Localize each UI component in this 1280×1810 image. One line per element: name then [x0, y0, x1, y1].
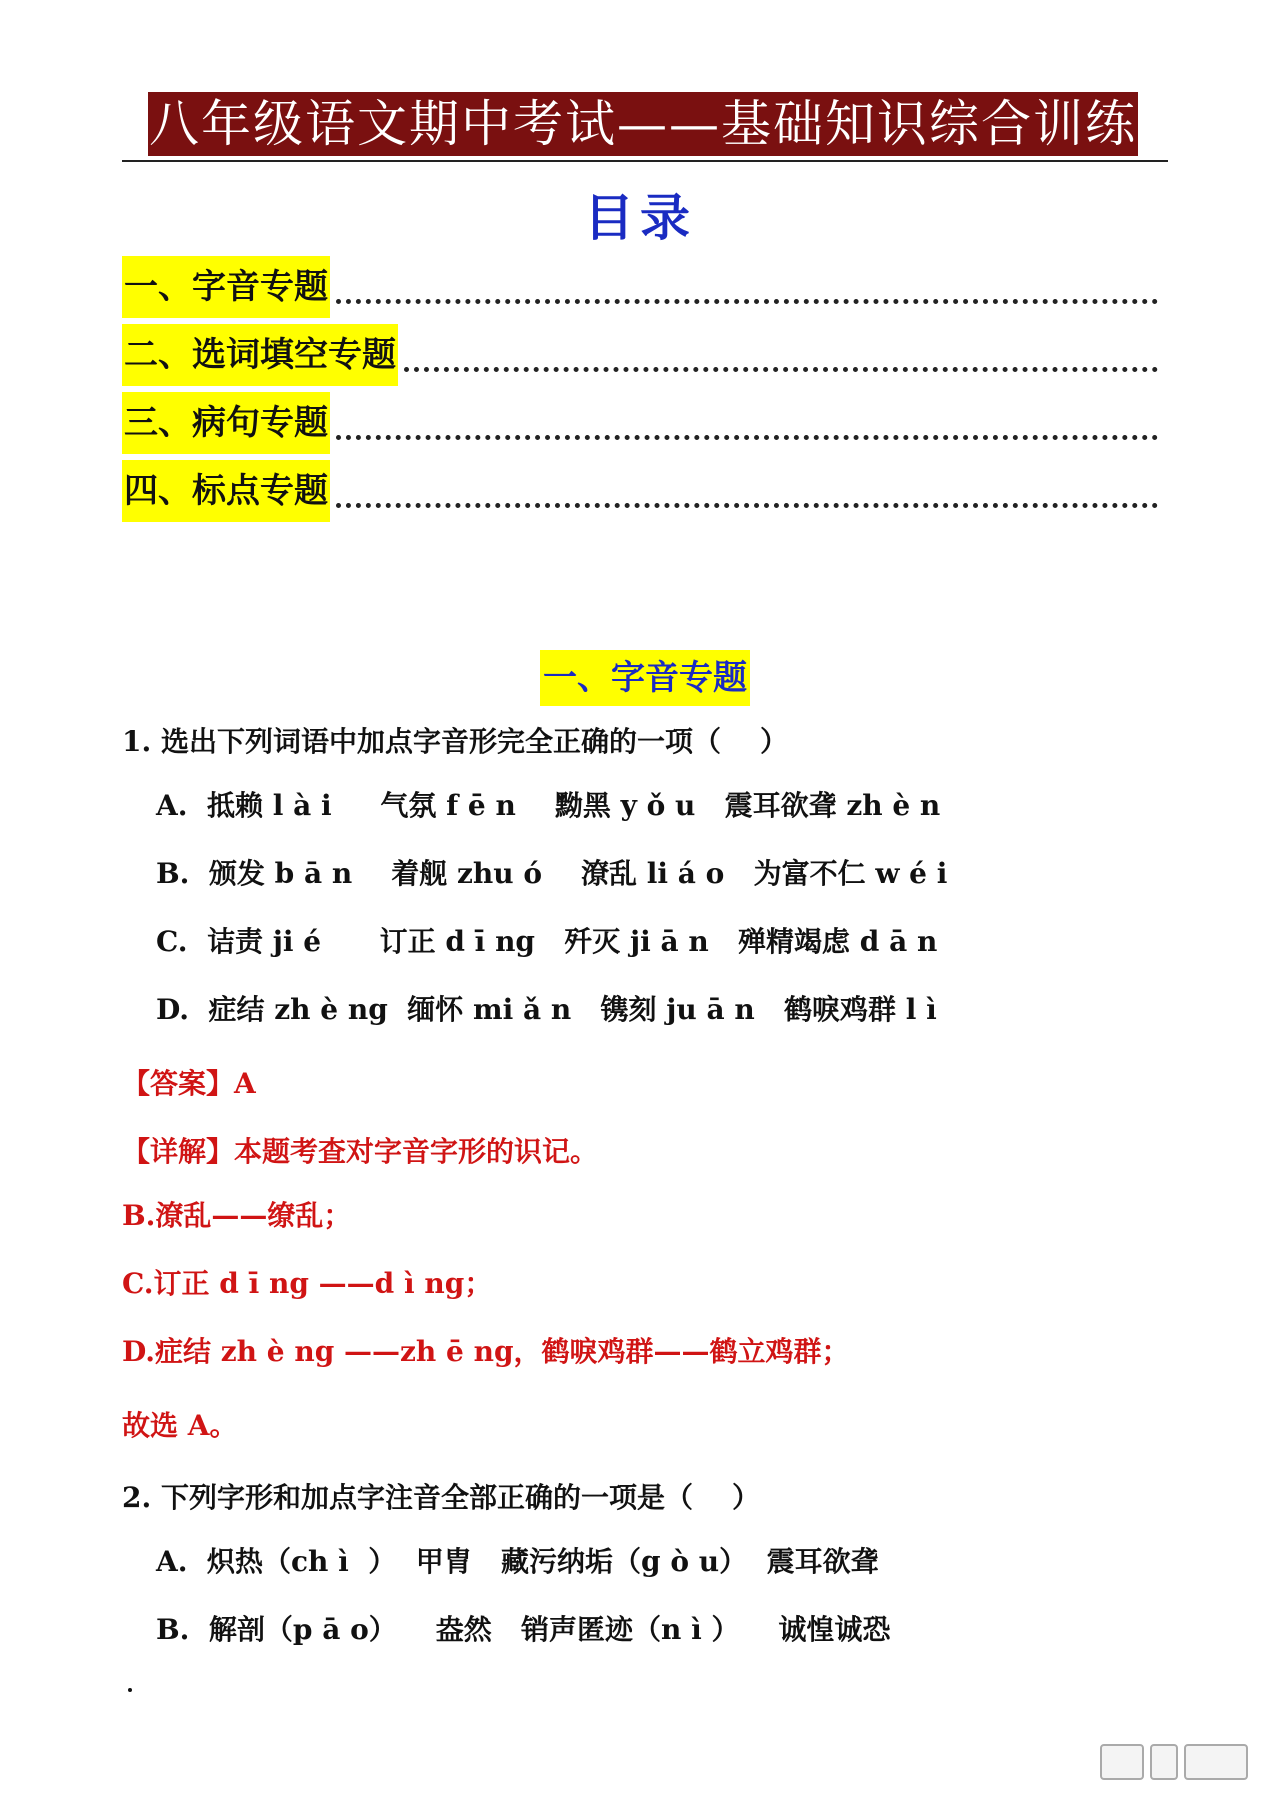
toc-item-3[interactable]: [122, 404, 1158, 454]
toc-item-label: 三、病句专题: [122, 392, 330, 454]
watermark-icon: [1100, 1744, 1144, 1780]
page-end-mark: [128, 1688, 132, 1692]
explanation-1-line-b: B.潦乱——缭乱；: [122, 1199, 352, 1232]
toc-leader-dots: [336, 503, 1158, 508]
answer-1: 【答案】A: [122, 1067, 256, 1100]
question-1-option-b: B. 颁发 b ā n 着舰 zhu ó 潦乱 li á o 为富不仁 w é i: [156, 857, 948, 890]
explanation-1-line-d: D.症结 zh è ng ——zh ē ng，鹤唳鸡群——鹤立鸡群；: [122, 1335, 850, 1368]
section-heading: 一、字音专题: [540, 650, 750, 706]
explanation-1-conclusion: 故选 A。: [122, 1409, 238, 1442]
toc-item-label: 一、字音专题: [122, 256, 330, 318]
toc-leader-dots: [336, 435, 1158, 440]
toc-item-4[interactable]: [122, 472, 1158, 522]
title-divider: [122, 160, 1168, 162]
page-title: 八年级语文期中考试——基础知识综合训练: [148, 92, 1138, 156]
explanation-1-intro: 【详解】本题考查对字音字形的识记。: [122, 1135, 599, 1168]
explanation-1-line-c: C.订正 d ī ng ——d ì ng；: [122, 1267, 493, 1300]
question-2-stem: 2. 下列字形和加点字注音全部正确的一项是（ ）: [122, 1481, 760, 1514]
question-1-option-c: C. 诘责 ji é 订正 d ī ng 歼灭 ji ā n 殚精竭虑 d ā n: [156, 925, 938, 958]
toc-item-label: 四、标点专题: [122, 460, 330, 522]
toc-item-2[interactable]: [122, 336, 1158, 386]
question-1-option-d: D. 症结 zh è ng 缅怀 mi ǎ n 镌刻 ju ā n 鹤唳鸡群 l ì: [156, 993, 937, 1026]
question-1-stem: 1. 选出下列词语中加点字音形完全正确的一项（ ）: [122, 725, 788, 758]
question-1-option-a: A. 抵赖 l à i 气氛 f ē n 黝黑 y ǒ u 震耳欲聋 zh è n: [156, 789, 941, 822]
watermark-icon: [1184, 1744, 1248, 1780]
toc-item-label: 二、选词填空专题: [122, 324, 398, 386]
toc-heading: 目录: [584, 189, 696, 247]
toc-leader-dots: [336, 299, 1158, 304]
question-2-option-b: B. 解剖（p ā o） 盎然 销声匿迹（n ì ） 诚惶诚恐: [156, 1613, 891, 1646]
question-2-option-a: A. 炽热（ch ì ） 甲胄 藏污纳垢（g ò u） 震耳欲聋: [156, 1545, 879, 1578]
watermark-icon: [1150, 1744, 1178, 1780]
toc-leader-dots: [404, 367, 1158, 372]
toc-item-1[interactable]: [122, 268, 1158, 318]
